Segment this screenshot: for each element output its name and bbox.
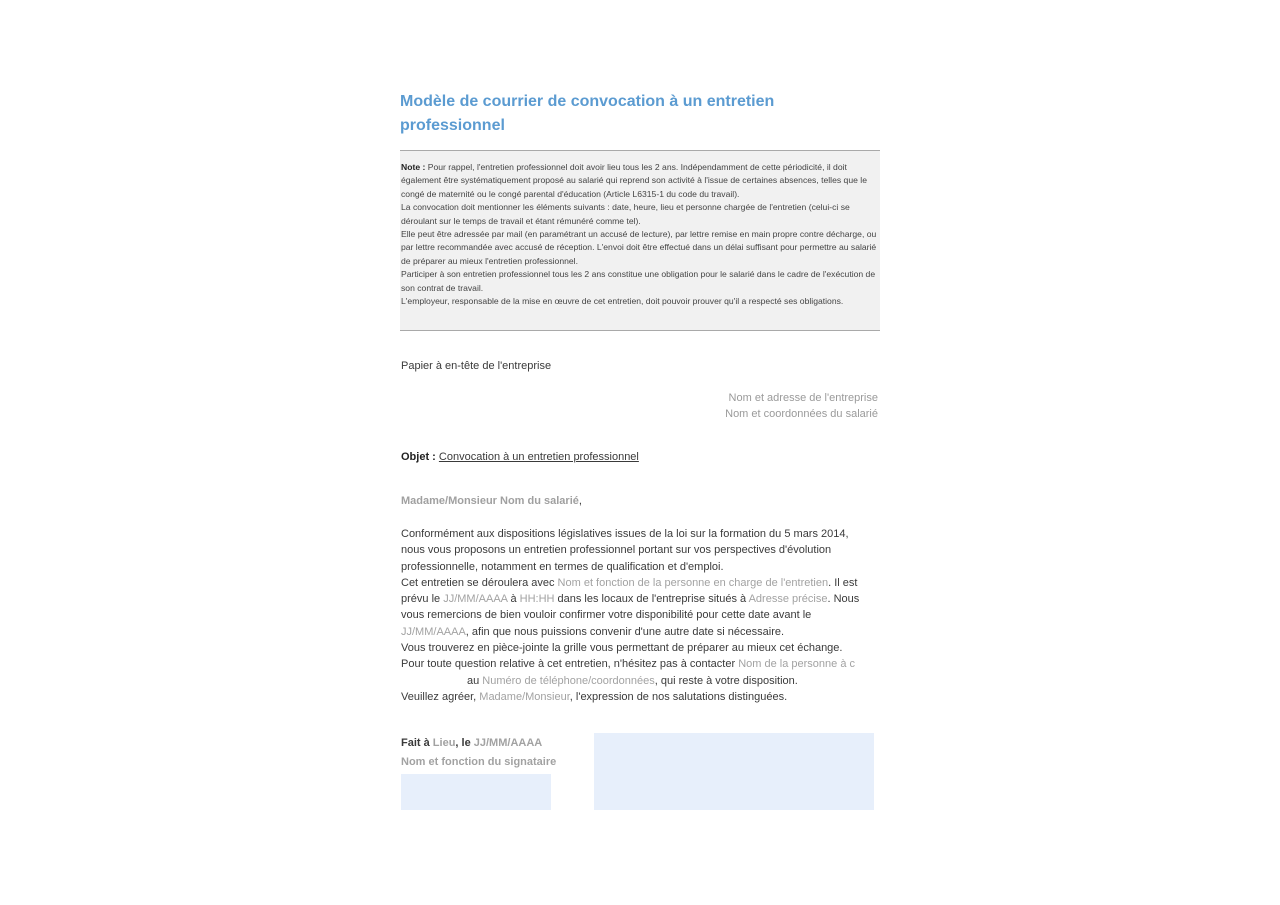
signatory-name: Nom et fonction du signataire (401, 756, 557, 768)
placeholder: HH:HH (519, 593, 555, 606)
body-line: professionnelle, notamment en termes de qualification et d'emploi. (401, 560, 724, 573)
note-paragraph-3: Elle peut être adressée par mail (en paramétrant un accusé de lecture), par lettre remise en main propre contre décharge, ou par lettre recommandée avec accusé de réception. L'envoi doit être effectué dans un délai suffisant pour permettre au salarié de préparer au mieux l'entretien professionnel. (401, 229, 877, 266)
company-address: Nom et adresse de l'entreprise (728, 392, 878, 404)
body-line: JJ/MM/AAAA, afin que nous puissions convenir d'une autre date si nécessaire. (401, 625, 785, 638)
placeholder: JJ/MM/AAAA (473, 737, 543, 749)
body-line: Cet entretien se déroulera avec Nom et fonction de la personne en charge de l'entretien. Il est (401, 576, 858, 589)
note-paragraph-5: L'employeur, responsable de la mise en œuvre de cet entretien, doit pouvoir prouver qu'il a respecté ses obligations. (401, 296, 844, 307)
subject-label: Objet : (401, 451, 436, 463)
salutation: Madame/Monsieur Nom du salarié, (401, 495, 582, 507)
body-line: Conformément aux dispositions législatives issues de la loi sur la formation du 5 mars 2014, (401, 528, 849, 540)
note-paragraph-2: La convocation doit mentionner les éléments suivants : date, heure, lieu et personne chargée de l'entretien (celui-ci se déroulant sur le temps de travail et étant rémunéré comme tel). (401, 202, 850, 226)
letterhead: Papier à en-tête de l'entreprise (401, 360, 552, 372)
letter-page (400, 90, 880, 768)
subject-text: Convocation à un entretien professionnel (438, 451, 639, 463)
place-date-line: Fait à Lieu, le JJ/MM/AAAA (401, 737, 543, 749)
placeholder: JJ/MM/AAAA (401, 625, 466, 638)
body-line: prévu le JJ/MM/AAAA à HH:HH dans les locaux de l'entreprise situés à Adresse précise. Nous (401, 593, 860, 606)
signature-field[interactable] (401, 774, 551, 810)
placeholder: Nom de la personne à c (738, 658, 855, 671)
placeholder: Madame/Monsieur (479, 690, 570, 703)
placeholder: Lieu (432, 737, 456, 749)
note-paragraph-4: Participer à son entretien professionnel tous les 2 ans constitue une obligation pour le salarié dans le cadre de l'exécution de son contrat de travail. (401, 269, 876, 293)
letter-body (401, 526, 881, 705)
body-line: Vous trouverez en pièce-jointe la grille vous permettant de préparer au mieux cet échange. (401, 642, 843, 655)
subject-line (401, 451, 639, 463)
placeholder: JJ/MM/AAAA (443, 593, 508, 606)
body-line: au Numéro de téléphone/coordonnées, qui reste à votre disposition. (467, 674, 798, 687)
document-title: Modèle de courrier de convocation à un entretien professionnel (400, 93, 775, 134)
body-line: vous remercions de bien vouloir confirmer votre disponibilité pour cette date avant le (401, 609, 812, 622)
stamp-field[interactable] (594, 733, 874, 810)
placeholder: Adresse précise (748, 593, 828, 606)
placeholder: Nom et fonction de la personne en charge de l'entretien (557, 576, 829, 589)
signature-block (401, 734, 556, 772)
note-box (400, 150, 880, 331)
note-label: Note : (401, 162, 426, 172)
address-block (725, 390, 878, 422)
body-line: Veuillez agréer, Madame/Monsieur, l'expression de nos salutations distinguées. (401, 690, 788, 703)
note-paragraph-1: Note : Pour rappel, l'entretien professionnel doit avoir lieu tous les 2 ans. Indépendamment de cette périodicité, il doit également être systématiquement proposé au salarié qui reprend son activité à l'issue de certaines absences, telles que le congé de maternité ou le congé parental d'éducation (Article L6315-1 du code du travail). (401, 162, 867, 199)
body-line: Pour toute question relative à cet entretien, n'hésitez pas à contacter Nom de la personne à c (401, 658, 855, 671)
placeholder: Numéro de téléphone/coordonnées (482, 674, 655, 687)
body-line: nous vous proposons un entretien professionnel portant sur vos perspectives d'évolution (401, 544, 832, 557)
employee-address: Nom et coordonnées du salarié (725, 408, 878, 420)
